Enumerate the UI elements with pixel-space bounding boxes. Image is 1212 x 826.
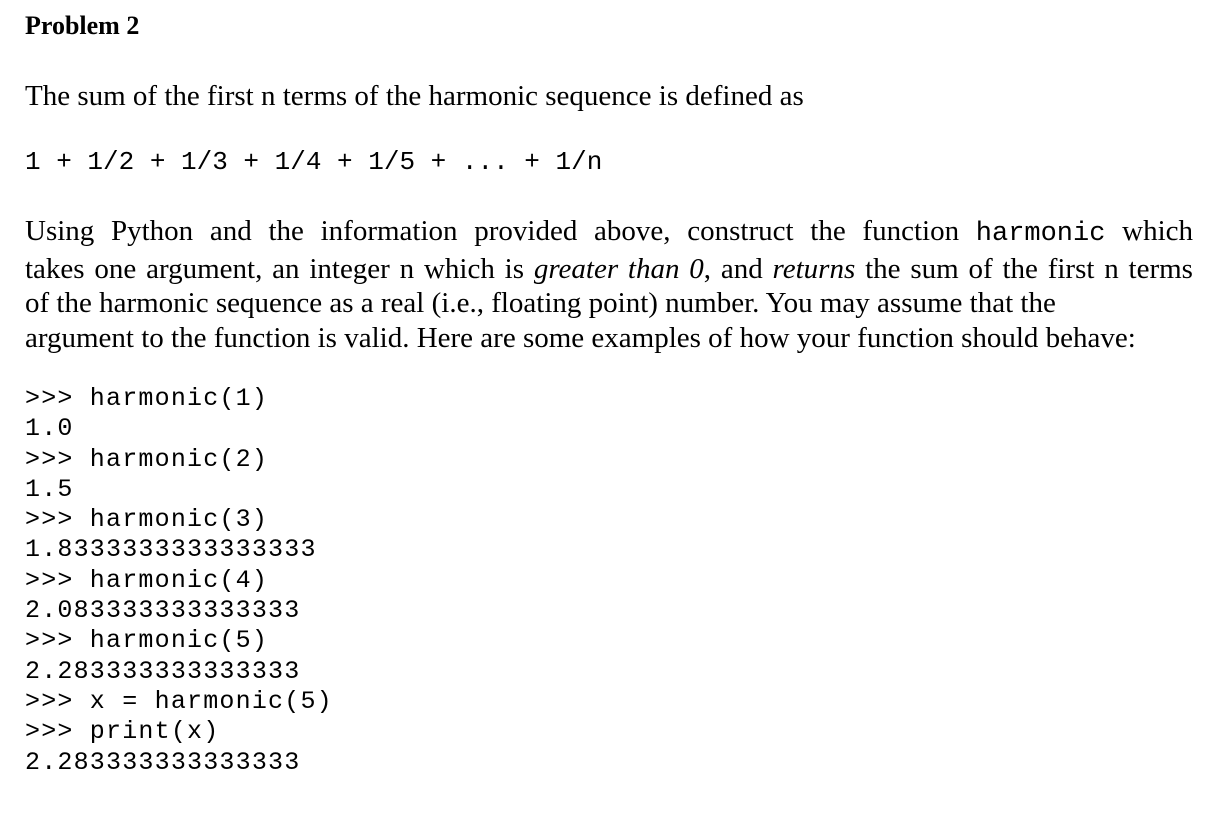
emphasis-greater-than-0: greater than 0 xyxy=(533,252,704,285)
instructions-line-4: argument to the function is valid. Here are some examples of how your function should behave: xyxy=(25,321,1136,354)
code-line: 1.0 xyxy=(25,414,74,444)
code-line: >>> x = harmonic(5) xyxy=(25,686,333,716)
instructions-line-1: Using Python and the information provided above, construct the function harmonic which xyxy=(25,215,1194,249)
code-line: 1.5 xyxy=(25,474,74,504)
code-line: 1.8333333333333333 xyxy=(25,535,317,565)
code-line: >>> print(x) xyxy=(25,717,220,747)
code-line: 2.283333333333333 xyxy=(25,656,301,686)
instructions-line-2: takes one argument, an integer n which is greater than 0, and returns the sum of the first n terms xyxy=(25,252,1193,285)
function-name-code: harmonic xyxy=(975,219,1106,249)
harmonic-formula: 1 + 1/2 + 1/3 + 1/4 + 1/5 + ... + 1/n xyxy=(25,147,603,177)
code-line: >>> harmonic(1) xyxy=(25,384,269,413)
code-line: 2.283333333333333 xyxy=(25,747,301,777)
intro-text: The sum of the first n terms of the harmonic sequence is defined as xyxy=(25,80,804,112)
instructions-paragraph xyxy=(25,214,1193,355)
code-line: >>> harmonic(4) xyxy=(25,565,269,595)
instructions-line-3: of the harmonic sequence as a real (i.e., floating point) number. You may assume that the xyxy=(25,287,1056,319)
examples-code-block xyxy=(25,384,333,778)
code-line: 2.083333333333333 xyxy=(25,596,301,626)
code-line: >>> harmonic(5) xyxy=(25,626,269,656)
emphasis-returns: returns xyxy=(772,252,856,285)
code-line: >>> harmonic(3) xyxy=(25,505,269,535)
problem-title: Problem 2 xyxy=(25,11,140,40)
code-line: >>> harmonic(2) xyxy=(25,444,269,474)
